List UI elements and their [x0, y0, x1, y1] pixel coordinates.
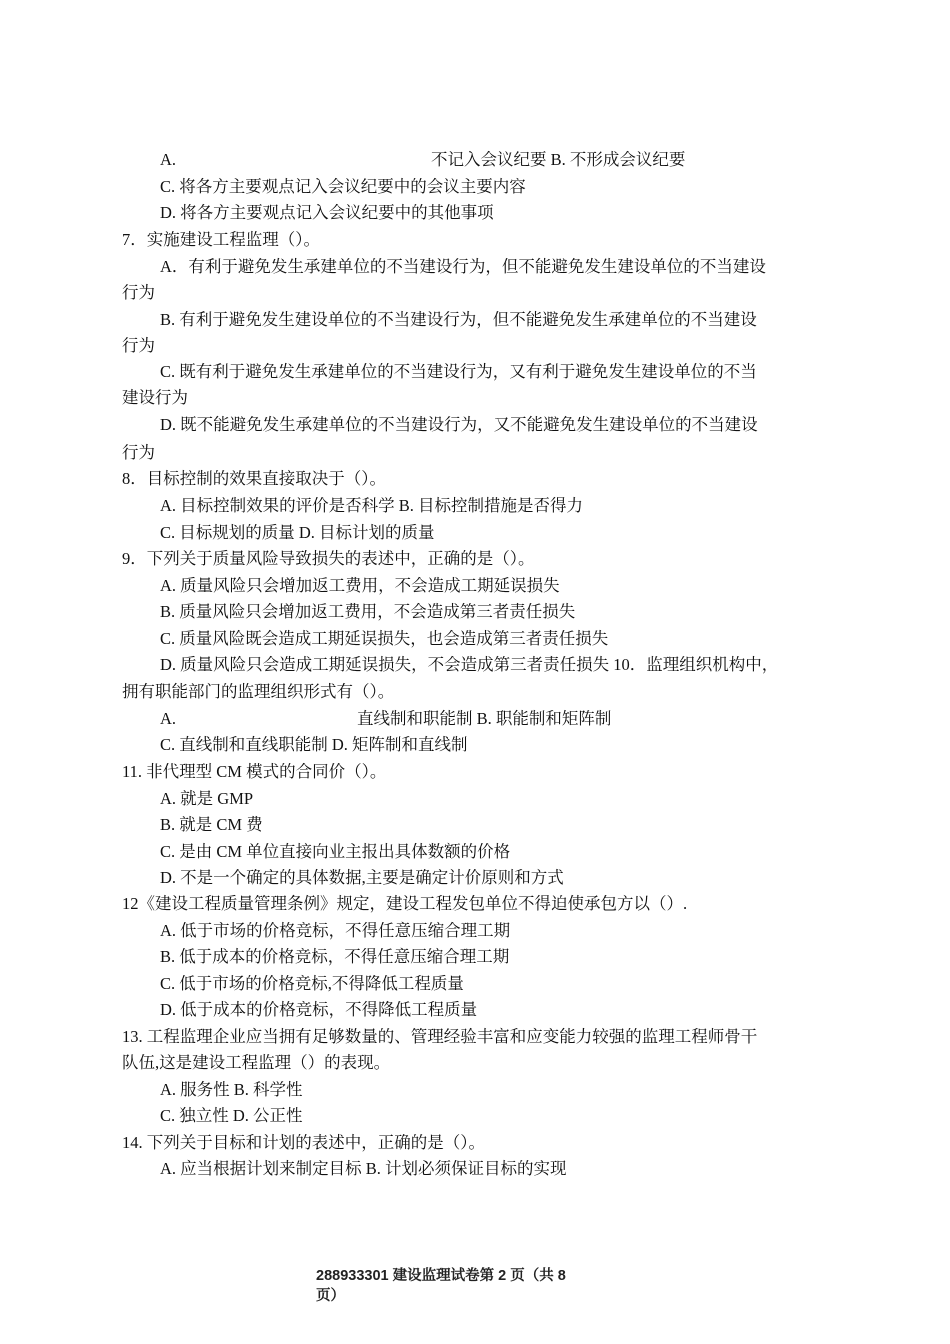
- q10-stem: 拥有职能部门的监理组织形式有（）。: [122, 682, 395, 701]
- q12-option-b: B. 低于成本的价格竞标，不得任意压缩合理工期: [160, 947, 510, 966]
- q6-option-a-label: A.: [160, 150, 177, 169]
- q13-stem-line1: 13. 工程监理企业应当拥有足够数量的、管理经验丰富和应变能力较强的监理工程师骨干: [122, 1027, 758, 1046]
- q7-option-c-line2: 建设行为: [122, 388, 188, 407]
- q6-option-a-row: [160, 149, 685, 171]
- q11-option-d: D. 不是一个确定的具体数据,主要是确定计价原则和方式: [160, 868, 564, 887]
- q11-option-c: C. 是由 CM 单位直接向业主报出具体数额的价格: [160, 842, 511, 861]
- q12-option-c: C. 低于市场的价格竞标,不得降低工程质量: [160, 974, 464, 993]
- footer-line-2: 页）: [316, 1288, 345, 1304]
- q7-option-b-line1: B. 有利于避免发生建设单位的不当建设行为，但不能避免发生承建单位的不当建设: [160, 310, 757, 329]
- q10-option-a-row: [160, 708, 611, 730]
- q12-stem: 12《建设工程质量管理条例》规定，建设工程发包单位不得迫使承包方以（）.: [122, 894, 688, 913]
- q13-options-ab: A. 服务性 B. 科学性: [160, 1080, 303, 1099]
- q7-option-a-line1: A．有利于避免发生承建单位的不当建设行为，但不能避免发生建设单位的不当建设: [160, 257, 766, 276]
- q13-options-cd: C. 独立性 D. 公正性: [160, 1106, 303, 1125]
- q9-option-a: A. 质量风险只会增加返工费用，不会造成工期延误损失: [160, 576, 560, 595]
- q11-option-a: A. 就是 GMP: [160, 789, 254, 808]
- q12-option-d: D. 低于成本的价格竞标，不得降低工程质量: [160, 1000, 478, 1019]
- q9-stem: 9．下列关于质量风险导致损失的表述中，正确的是（）。: [122, 549, 535, 568]
- q8-options-ab: A. 目标控制效果的评价是否科学 B. 目标控制措施是否得力: [160, 496, 584, 515]
- q13-stem-line2: 队伍,这是建设工程监理（）的表现。: [122, 1053, 391, 1072]
- q7-option-d-line2: 行为: [122, 443, 155, 462]
- q10-options-cd: C. 直线制和直线职能制 D. 矩阵制和直线制: [160, 735, 468, 754]
- q6-option-c: C. 将各方主要观点记入会议纪要中的会议主要内容: [160, 177, 526, 196]
- q7-option-a-line2: 行为: [122, 283, 155, 302]
- footer-line-1: 288933301 建设监理试卷第 2 页（共 8: [316, 1268, 566, 1284]
- q7-option-c-line1: C. 既有利于避免发生承建单位的不当建设行为，又有利于避免发生建设单位的不当: [160, 362, 757, 381]
- q7-option-d-line1: D. 既不能避免发生承建单位的不当建设行为，又不能避免发生建设单位的不当建设: [160, 415, 758, 434]
- q8-stem: 8．目标控制的效果直接取决于（）。: [122, 469, 386, 488]
- q11-option-b: B. 就是 CM 费: [160, 815, 263, 834]
- q11-stem: 11. 非代理型 CM 模式的合同价（）。: [122, 762, 387, 781]
- page-footer: [316, 1266, 566, 1306]
- q12-option-a: A. 低于市场的价格竞标，不得任意压缩合理工期: [160, 921, 511, 940]
- q10-option-a-label: A.: [160, 709, 177, 728]
- q14-options-ab: A. 应当根据计划来制定目标 B. 计划必须保证目标的实现: [160, 1159, 567, 1178]
- q10-option-a-text: 直线制和职能制 B. 职能制和矩阵制: [357, 709, 612, 728]
- q6-option-a-text: 不记入会议纪要 B. 不形成会议纪要: [431, 150, 686, 169]
- q9-option-b: B. 质量风险只会增加返工费用，不会造成第三者责任损失: [160, 602, 576, 621]
- q14-stem: 14. 下列关于目标和计划的表述中，正确的是（）。: [122, 1133, 485, 1152]
- q8-options-cd: C. 目标规划的质量 D. 目标计划的质量: [160, 523, 435, 542]
- q7-option-b-line2: 行为: [122, 336, 155, 355]
- q9-option-c: C. 质量风险既会造成工期延误损失，也会造成第三者责任损失: [160, 629, 609, 648]
- q9-option-d: D. 质量风险只会造成工期延误损失，不会造成第三者责任损失 10．监理组织机构中，: [160, 655, 779, 674]
- q7-stem: 7．实施建设工程监理（）。: [122, 230, 320, 249]
- q6-option-d: D. 将各方主要观点记入会议纪要中的其他事项: [160, 203, 494, 222]
